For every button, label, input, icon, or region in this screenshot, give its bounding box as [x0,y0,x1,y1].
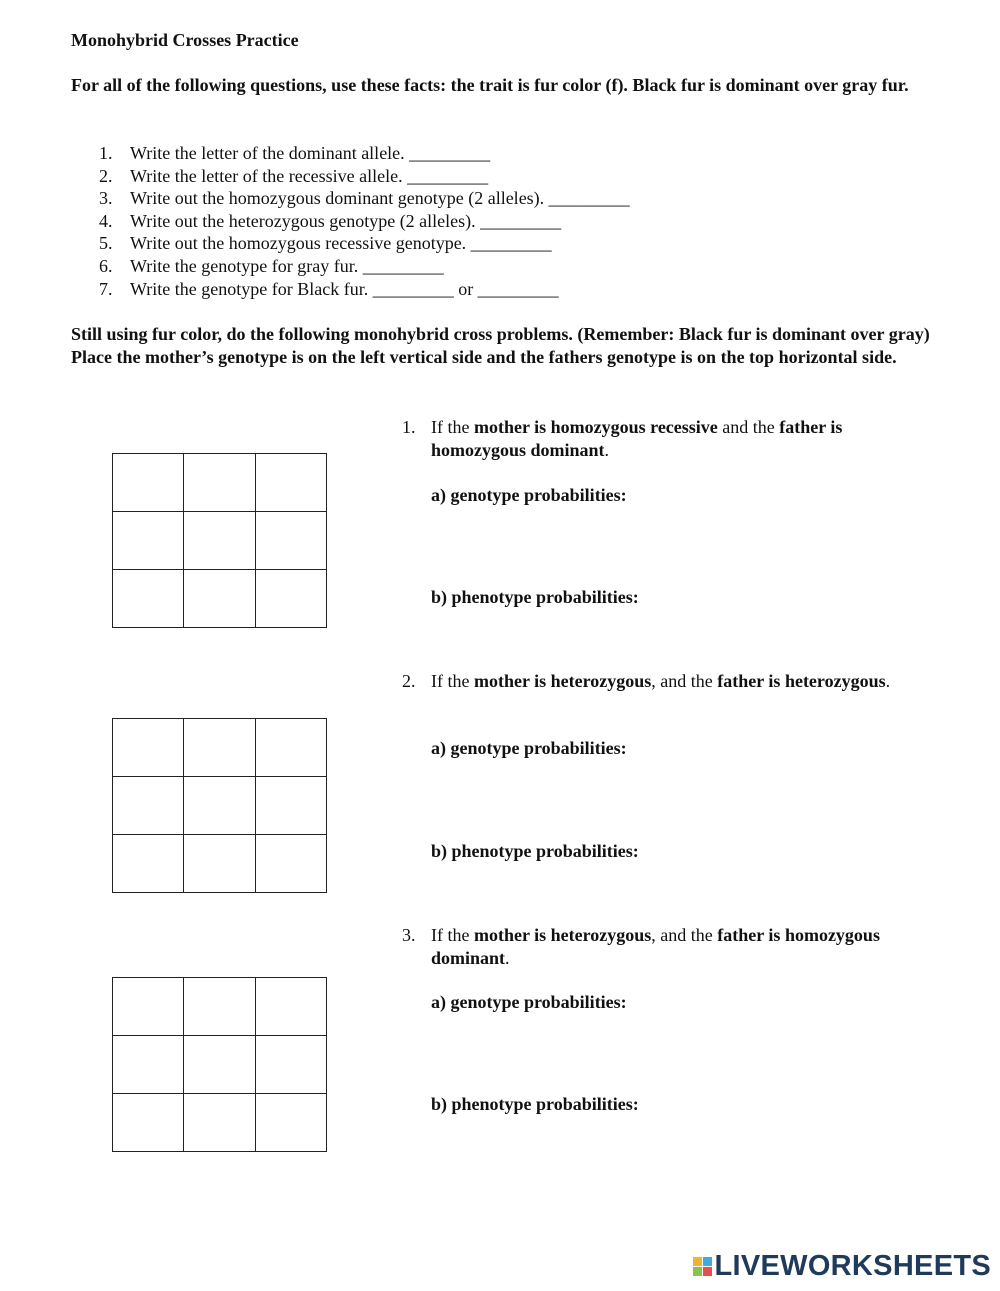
question-item [99,210,630,233]
punnett-cell[interactable] [113,1094,184,1152]
question-number: 7. [99,278,113,299]
problem-number: 2. [402,671,416,691]
question-number: 5. [99,233,113,254]
genotype-probabilities-label: a) genotype probabilities: [431,992,627,1012]
question-number: 6. [99,255,113,276]
question-item [99,232,630,255]
punnett-cell[interactable] [113,512,184,570]
punnett-cell[interactable] [184,777,255,835]
punnett-cell[interactable] [113,777,184,835]
punnett-cell[interactable] [256,777,327,835]
punnett-square-3 [112,977,327,1152]
question-number: 4. [99,210,113,231]
question-text: Write out the homozygous recessive genotype. _________ [130,233,552,254]
problem-number: 3. [402,925,416,945]
question-text: Write out the homozygous dominant genotype (2 alleles). _________ [130,188,630,209]
logo-wordmark: LIVEWORKSHEETS [714,1250,991,1282]
punnett-cell[interactable] [184,978,255,1036]
question-item [99,142,630,165]
punnett-cell[interactable] [184,1094,255,1152]
punnett-cell[interactable] [184,719,255,777]
punnett-cell[interactable] [256,1036,327,1094]
punnett-square-2 [112,718,327,893]
phenotype-probabilities-label: b) phenotype probabilities: [431,1094,639,1114]
genotype-probabilities-label: a) genotype probabilities: [431,738,627,758]
question-number: 2. [99,165,113,186]
punnett-cell[interactable] [256,454,327,512]
punnett-cell[interactable] [113,1036,184,1094]
punnett-cell[interactable] [256,512,327,570]
question-item [99,187,630,210]
question-number: 1. [99,143,113,163]
punnett-cell[interactable] [113,978,184,1036]
cross-instructions: Still using fur color, do the following monohybrid cross problems. (Remember: Black fur is dominant over gray) Place the mother’s genotype is on the left vertical side and the fathers genotype is on the top horizontal side. [71,324,930,367]
question-item [99,255,630,278]
punnett-cell[interactable] [256,719,327,777]
problem-number: 1. [402,417,416,437]
cross-problem-1 [402,416,932,461]
liveworksheets-logo [693,1250,992,1283]
question-number: 3. [99,188,113,209]
punnett-cell[interactable] [184,512,255,570]
logo-badge-square [693,1257,702,1266]
problem-text: If the mother is homozygous recessive and the father is homozygous dominant. [431,417,843,460]
genotype-probabilities-label: a) genotype probabilities: [431,485,627,505]
punnett-cell[interactable] [256,1094,327,1152]
phenotype-probabilities-label: b) phenotype probabilities: [431,841,639,861]
logo-badge-icon [693,1257,712,1276]
punnett-square-1 [112,453,327,628]
punnett-cell[interactable] [113,454,184,512]
question-text: Write the genotype for gray fur. _________ [130,255,444,276]
question-text: Write out the heterozygous genotype (2 alleles). _________ [130,210,562,231]
problem-text: If the mother is heterozygous, and the father is homozygous dominant. [431,925,880,968]
punnett-cell[interactable] [184,1036,255,1094]
punnett-cell[interactable] [184,835,255,893]
logo-badge-square [703,1257,712,1266]
question-text: Write the letter of the recessive allele. _________ [130,165,489,186]
cross-problem-3 [402,924,932,969]
logo-badge-square [703,1267,712,1276]
question-list [99,142,630,300]
logo-badge-square [693,1267,702,1276]
punnett-cell[interactable] [256,978,327,1036]
punnett-cell[interactable] [184,454,255,512]
intro-facts: For all of the following questions, use these facts: the trait is fur color (f). Black fur is dominant over gray fur. [71,75,909,95]
punnett-cell[interactable] [184,570,255,628]
punnett-cell[interactable] [113,719,184,777]
punnett-cell[interactable] [113,570,184,628]
question-text: Write the letter of the dominant allele. _________ [130,143,491,163]
question-item [99,165,630,188]
phenotype-probabilities-label: b) phenotype probabilities: [431,587,639,607]
punnett-cell[interactable] [256,570,327,628]
punnett-cell[interactable] [256,835,327,893]
cross-problem-2 [402,670,932,693]
punnett-cell[interactable] [113,835,184,893]
worksheet-title: Monohybrid Crosses Practice [71,30,299,50]
problem-text: If the mother is heterozygous, and the father is heterozygous. [431,671,891,691]
question-text: Write the genotype for Black fur. _________ or _________ [130,278,559,299]
question-item [99,278,630,301]
